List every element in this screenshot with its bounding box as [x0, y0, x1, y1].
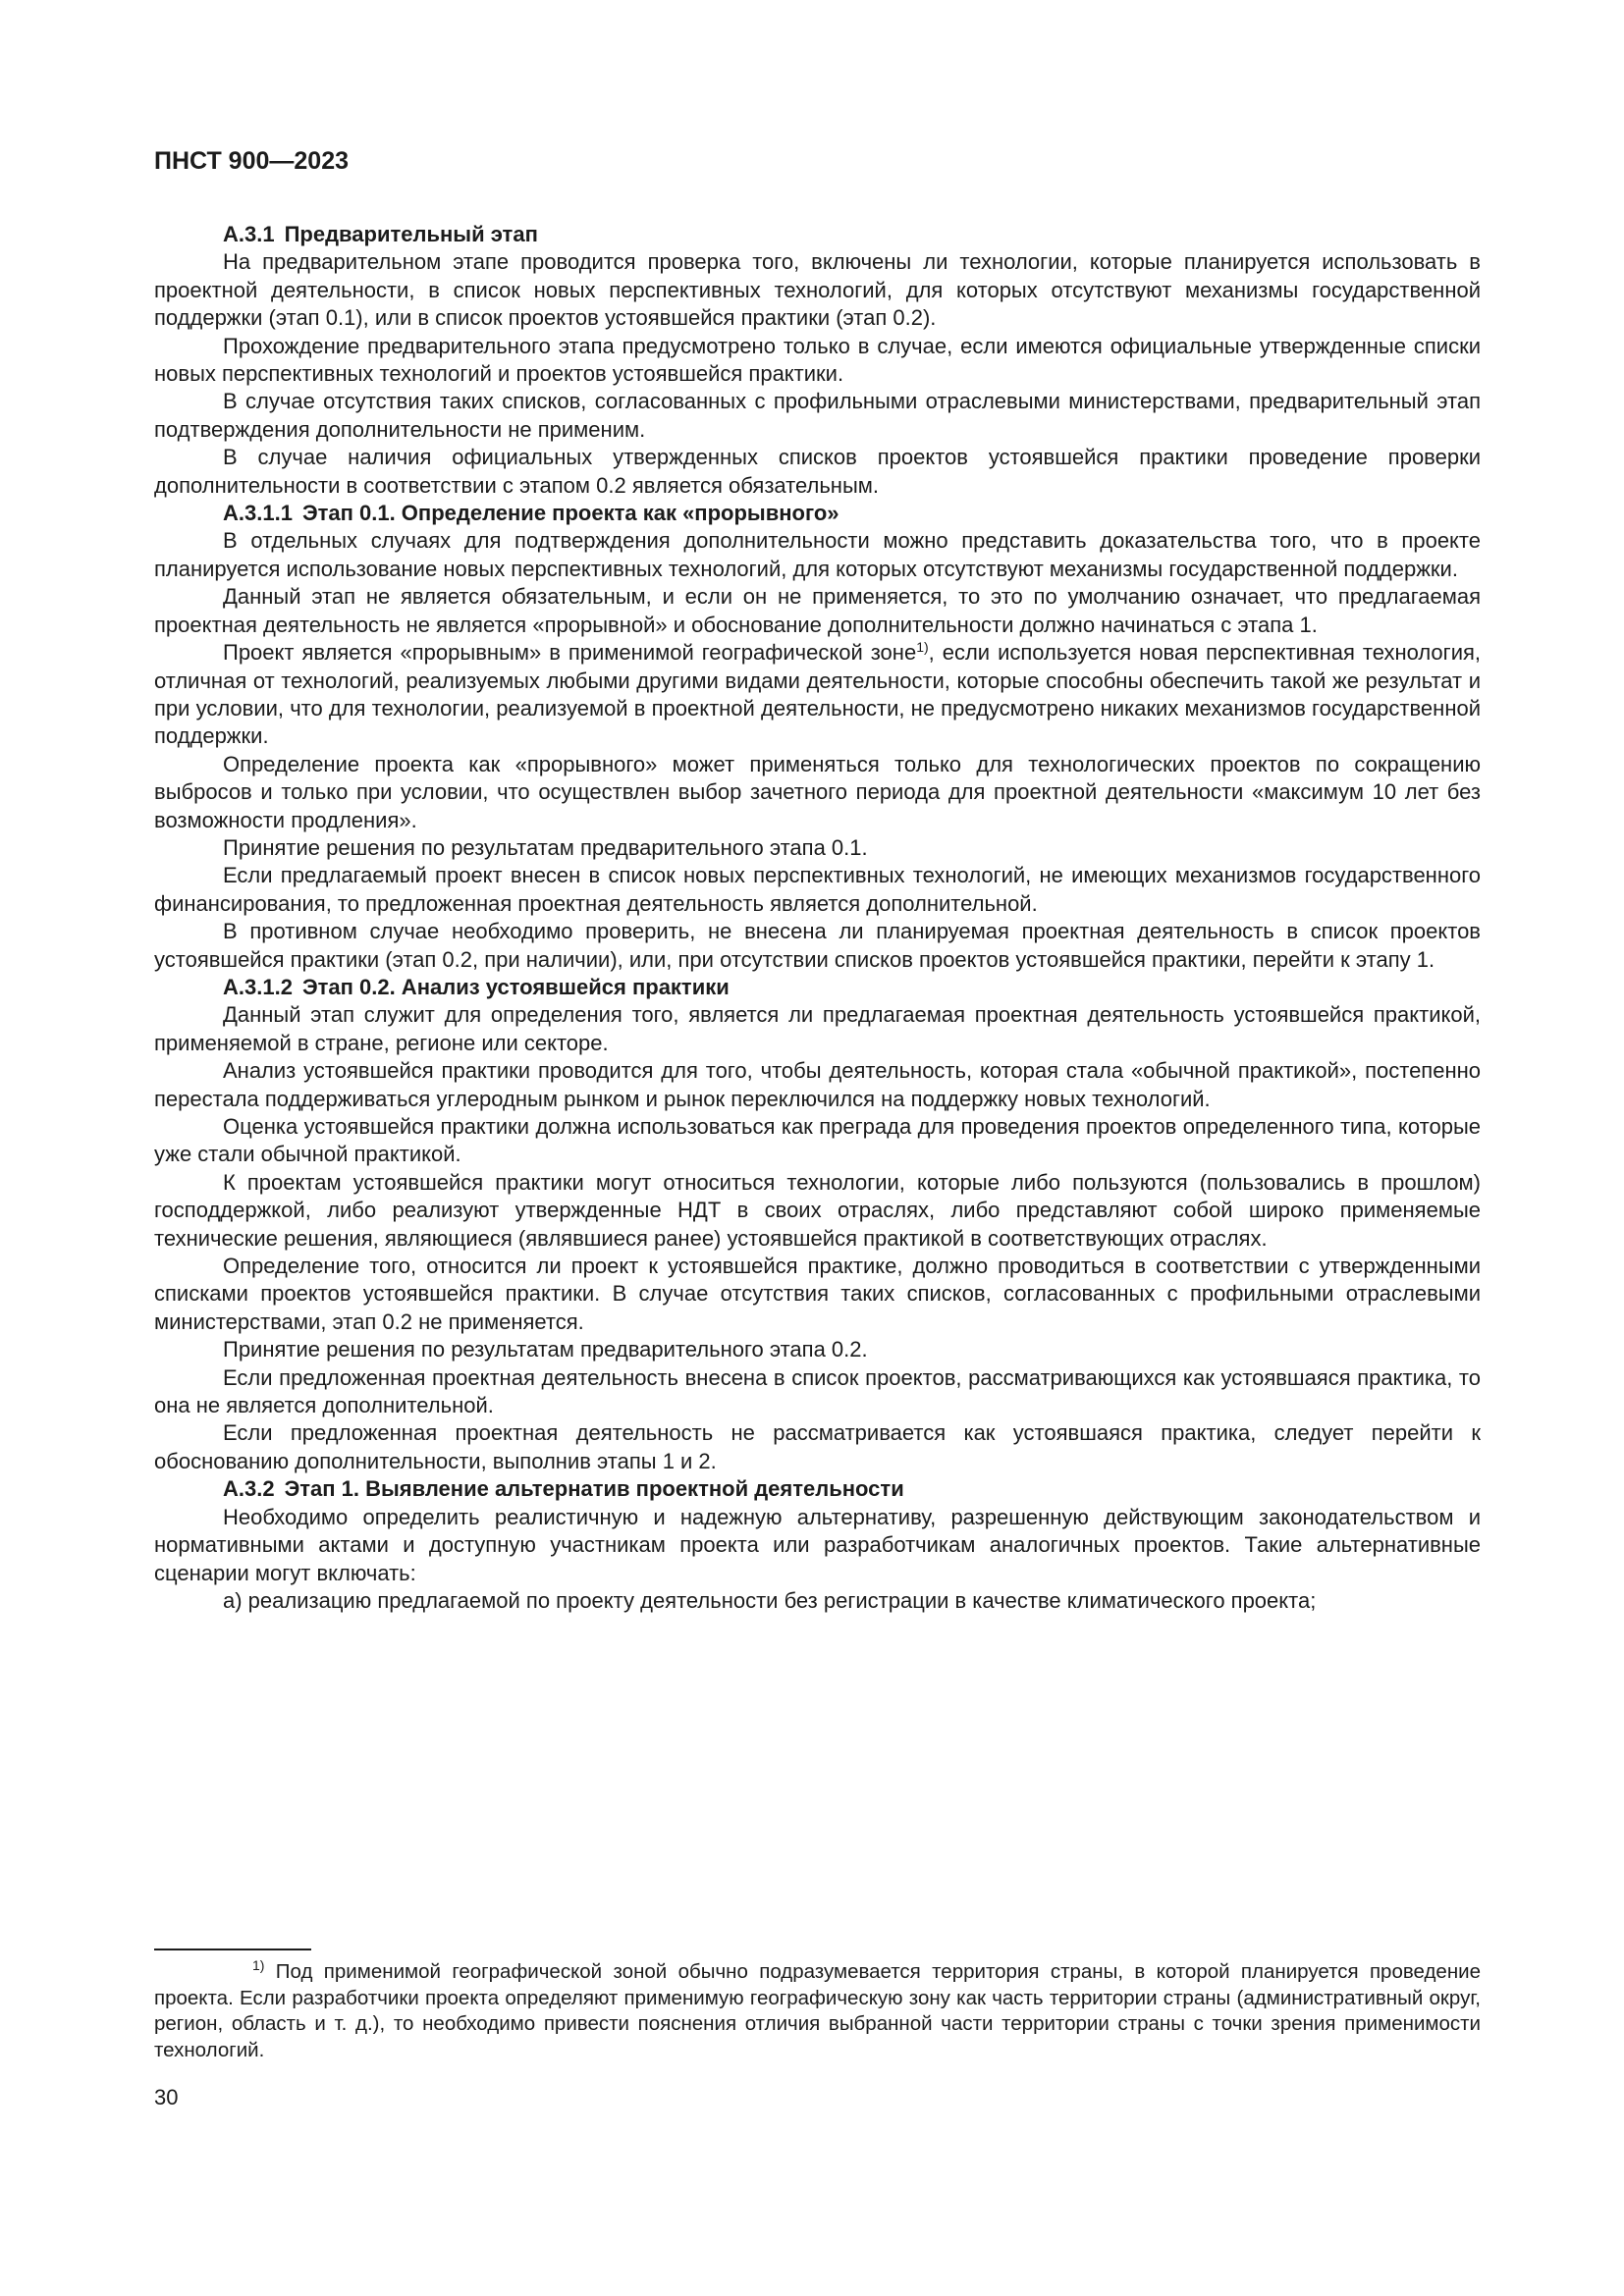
paragraph: Если предложенная проектная деятельность внесена в список проектов, рассматривающихся как устоявшаяся практика, то она не является дополнительной. — [154, 1364, 1481, 1418]
paragraph-text: , если используется новая перспективная технология, отличная от технологий, реализуемых любыми другими видами деятельности, которые способны обеспечить такой же результат и при условии, что для технологии, реализуемой в проектной деятельности, не предусмотрено никаких механизмов государственной поддержки. — [154, 640, 1482, 749]
section-heading-a312 — [154, 974, 1481, 1001]
paragraph: В случае отсутствия таких списков, согласованных с профильными отраслевыми министерствами, предварительный этап подтверждения дополнительности не применим. — [154, 389, 1481, 442]
paragraph: Необходимо определить реалистичную и надежную альтернативу, разрешенную действующим законодательством и нормативными актами и доступную участникам проекта или разработчикам аналогичных проектов. Такие альтернативные сценарии могут включать: — [154, 1504, 1481, 1585]
paragraph: К проектам устоявшейся практики могут относиться технологии, которые либо пользуются (пользовались в прошлом) господдержкой, либо реализуют утвержденные НДТ в своих отраслях, либо представляют собой широко применяемые технические решения, являющиеся (являвшиеся ранее) устоявшейся практикой в соответствующих отраслях. — [154, 1169, 1481, 1251]
paragraph: Анализ устоявшейся практики проводится для того, чтобы деятельность, которая стала «обычной практикой», постепенно перестала поддерживаться углеродным рынком и рынок переключился на поддержку новых технологий. — [154, 1058, 1481, 1111]
paragraph: В отдельных случаях для подтверждения дополнительности можно представить доказательства того, что в проекте планируется использование новых перспективных технологий, для которых отсутствуют механизмы государственной поддержки. — [154, 528, 1481, 581]
paragraph: На предварительном этапе проводится проверка того, включены ли технологии, которые планируется использовать в проектной деятельности, в список новых перспективных технологий, для которых отсутствуют механизмы государственной поддержки (этап 0.1), или в список проектов устоявшейся практики (этап 0.2). — [154, 249, 1481, 331]
section-title: Этап 0.2. Анализ устоявшейся практики — [301, 974, 730, 999]
document-body — [154, 221, 1481, 1615]
paragraph: Если предложенная проектная деятельность не рассматривается как устоявшаяся практика, следует перейти к обоснованию дополнительности, выполнив этапы 1 и 2. — [154, 1420, 1481, 1473]
section-number: А.3.1.2 — [223, 974, 293, 999]
paragraph: Определение того, относится ли проект к устоявшейся практике, должно проводиться в соответствии с утвержденными списками проектов устоявшейся практики. В случае отсутствия таких списков, согласованных с профильными отраслевыми министерствами, этап 0.2 не применяется. — [154, 1254, 1481, 1334]
paragraph: Если предлагаемый проект внесен в список новых перспективных технологий, не имеющих механизмов государственного финансирования, то предложенная проектная деятельность является дополнительной. — [154, 863, 1481, 916]
section-heading-a31 — [154, 221, 1481, 248]
paragraph: Принятие решения по результатам предварительного этапа 0.1. — [223, 834, 868, 860]
footnote-separator — [154, 1949, 311, 1950]
paragraph: В противном случае необходимо проверить, не внесена ли планируемая проектная деятельность в список проектов устоявшейся практики (этап 0.2, при наличии), или, при отсутствии списков проектов устоявшейся практики, перейти к этапу 1. — [154, 919, 1481, 972]
paragraph: Данный этап служит для определения того, является ли предлагаемая проектная деятельность устоявшейся практикой, применяемой в стране, регионе или секторе. — [154, 1002, 1481, 1055]
section-number: А.3.1 — [223, 222, 275, 246]
footnote-reference: 1) — [916, 639, 929, 656]
paragraph-with-footnote — [154, 639, 1481, 751]
document-code-header: ПНСТ 900—2023 — [154, 147, 349, 175]
section-heading-a32 — [154, 1475, 1481, 1503]
footnote-text: Под применимой географической зоной обычно подразумевается территория страны, в которой планируется проведение проекта. Если разработчики проекта определяют применимую географическую зону как часть территории страны (административный округ, регион, область и т. д.), то необходимо привести пояснения отличия выбранной части территории страны с точки зрения применимости технологий. — [154, 1960, 1481, 2061]
footnote-marker: 1) — [252, 1957, 265, 1973]
paragraph: Прохождение предварительного этапа предусмотрено только в случае, если имеются официальные утвержденные списки новых перспективных технологий и проектов устоявшейся практики. — [154, 333, 1481, 387]
paragraph: Данный этап не является обязательным, и если он не применяется, то это по умолчанию означает, что предлагаемая проектная деятельность не является «прорывной» и обоснование дополнительности должно начинаться с этапа 1. — [154, 584, 1481, 637]
paragraph: Определение проекта как «прорывного» может применяться только для технологических проектов по сокращению выбросов и только при условии, что осуществлен выбор зачетного периода для проектной деятельности «максимум 10 лет без возможности продления». — [154, 751, 1481, 832]
section-title: Предварительный этап — [284, 222, 538, 246]
list-item: а) реализацию предлагаемой по проекту деятельности без регистрации в качестве климатического проекта; — [223, 1587, 1317, 1613]
paragraph: В случае наличия официальных утвержденных списков проектов устоявшейся практики проведение проверки дополнительности в соответствии с этапом 0.2 является обязательным. — [154, 445, 1481, 498]
footnote — [154, 1959, 1481, 2063]
paragraph: Оценка устоявшейся практики должна использоваться как преграда для проведения проектов определенного типа, которые уже стали обычной практикой. — [154, 1114, 1481, 1167]
section-number: А.3.2 — [223, 1476, 275, 1502]
section-number: А.3.1.1 — [223, 501, 293, 526]
section-title: Этап 0.1. Определение проекта как «прорывного» — [301, 501, 839, 526]
section-title: Этап 1. Выявление альтернатив проектной деятельности — [284, 1476, 904, 1502]
page-number: 30 — [154, 2085, 179, 2109]
paragraph: Принятие решения по результатам предварительного этапа 0.2. — [223, 1337, 868, 1362]
section-heading-a311 — [154, 500, 1481, 527]
paragraph-text: Проект является «прорывным» в применимой географической зоне — [223, 640, 917, 666]
